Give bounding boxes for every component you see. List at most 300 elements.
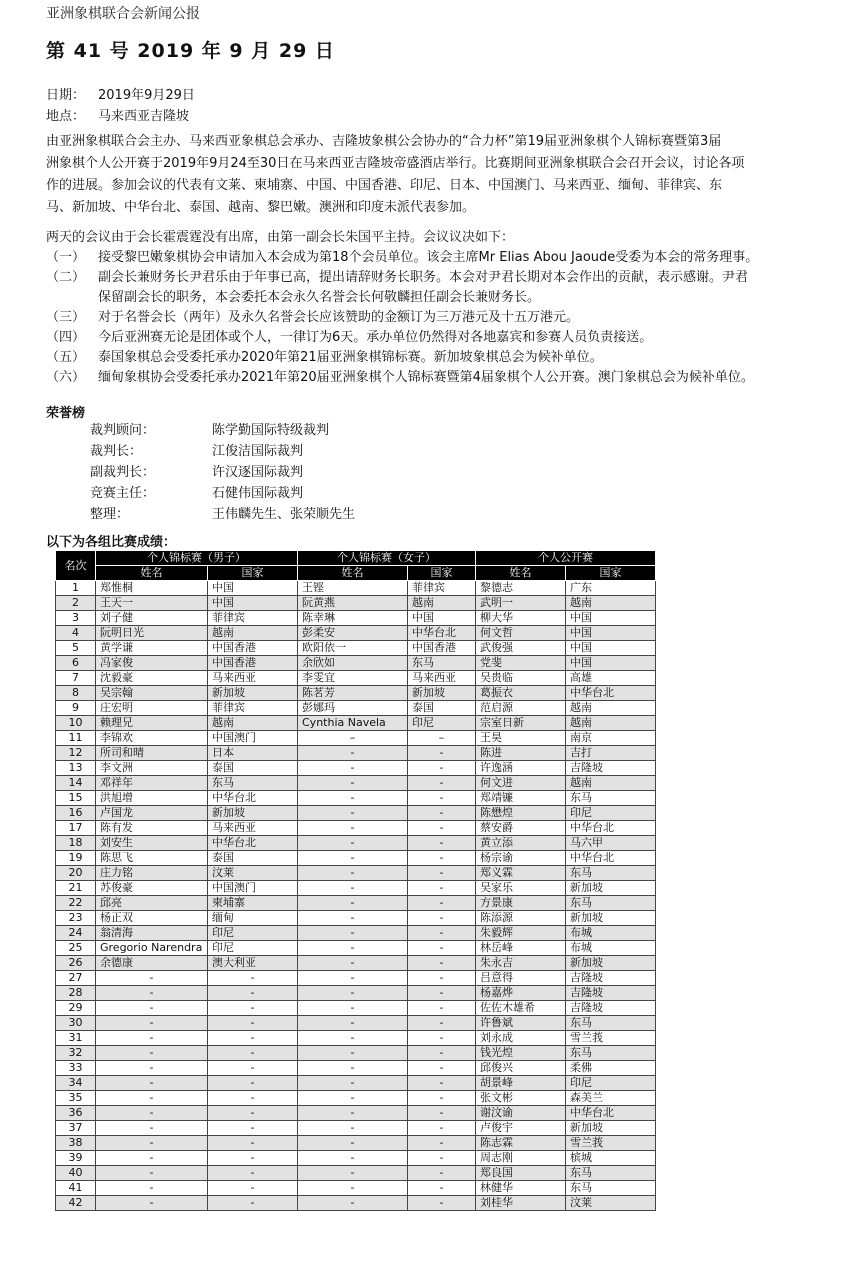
rank-cell: 31 <box>56 1031 96 1046</box>
open-name-cell: 郑良国 <box>476 1166 566 1181</box>
men-name-cell: 刘子健 <box>96 611 208 626</box>
open-country-cell: 中国 <box>566 656 656 671</box>
women-name-cell: - <box>298 956 408 971</box>
men-name-cell: 所司和晴 <box>96 746 208 761</box>
open-name-cell: 朱毅辉 <box>476 926 566 941</box>
men-name-cell: - <box>96 1181 208 1196</box>
men-name-cell: 王天一 <box>96 596 208 611</box>
table-row <box>56 1196 656 1211</box>
men-name-cell: - <box>96 1061 208 1076</box>
men-country-cell: - <box>208 971 298 986</box>
men-country-cell: 印尼 <box>208 926 298 941</box>
rank-cell: 27 <box>56 971 96 986</box>
women-country-cell: 新加坡 <box>408 686 476 701</box>
men-country-cell: 印尼 <box>208 941 298 956</box>
women-country-cell: - <box>408 1151 476 1166</box>
women-country-cell: - <box>408 746 476 761</box>
men-country-cell: - <box>208 1046 298 1061</box>
women-name-cell: - <box>298 911 408 926</box>
women-country-cell: - <box>408 1106 476 1121</box>
men-country-cell: 中华台北 <box>208 836 298 851</box>
women-name-cell: 陈茗芳 <box>298 686 408 701</box>
table-row <box>56 701 656 716</box>
women-country-cell: - <box>408 1166 476 1181</box>
name-header: 姓名 <box>298 566 408 581</box>
group-header-open: 个人公开赛 <box>476 551 656 566</box>
men-name-cell: Gregorio Narendra <box>96 941 208 956</box>
rank-cell: 41 <box>56 1181 96 1196</box>
rank-cell: 5 <box>56 641 96 656</box>
women-name-cell: - <box>298 1001 408 1016</box>
men-name-cell: 阮明日光 <box>96 626 208 641</box>
open-name-cell: 杨嘉烨 <box>476 986 566 1001</box>
women-country-cell: - <box>408 881 476 896</box>
open-name-cell: 范启源 <box>476 701 566 716</box>
table-row <box>56 611 656 626</box>
women-name-cell: 余欣如 <box>298 656 408 671</box>
open-name-cell: 党斐 <box>476 656 566 671</box>
table-row <box>56 956 656 971</box>
women-country-cell: - <box>408 851 476 866</box>
men-country-cell: 泰国 <box>208 851 298 866</box>
women-country-cell: 菲律宾 <box>408 581 476 596</box>
rank-cell: 18 <box>56 836 96 851</box>
open-name-cell: 郑靖镰 <box>476 791 566 806</box>
open-country-cell: 森美兰 <box>566 1091 656 1106</box>
rank-cell: 34 <box>56 1076 96 1091</box>
open-name-cell: 佐佐木雄希 <box>476 1001 566 1016</box>
women-country-cell: - <box>408 821 476 836</box>
open-name-cell: 陈进 <box>476 746 566 761</box>
open-country-cell: 东马 <box>566 1016 656 1031</box>
men-country-cell: - <box>208 1151 298 1166</box>
open-country-cell: 南京 <box>566 731 656 746</box>
open-country-cell: 吉隆坡 <box>566 761 656 776</box>
men-country-cell: 中国 <box>208 596 298 611</box>
open-name-cell: 吴贵临 <box>476 671 566 686</box>
table-row <box>56 1046 656 1061</box>
men-name-cell: - <box>96 1136 208 1151</box>
women-name-cell: - <box>298 746 408 761</box>
men-name-cell: 邱亮 <box>96 896 208 911</box>
open-name-cell: 杨宗谕 <box>476 851 566 866</box>
rank-cell: 6 <box>56 656 96 671</box>
men-country-cell: 日本 <box>208 746 298 761</box>
women-name-cell: - <box>298 836 408 851</box>
women-country-cell: - <box>408 941 476 956</box>
resolution-item <box>46 268 758 288</box>
open-name-cell: 卢俊宇 <box>476 1121 566 1136</box>
open-name-cell: 吴家乐 <box>476 881 566 896</box>
group-header-men: 个人锦标赛（男子） <box>96 551 298 566</box>
women-country-cell: - <box>408 1001 476 1016</box>
open-name-cell: 武明一 <box>476 596 566 611</box>
rank-cell: 29 <box>56 1001 96 1016</box>
honor-name: 陈学勤国际特级裁判 <box>212 423 330 438</box>
women-country-cell: - <box>408 791 476 806</box>
rank-header: 名次 <box>56 551 96 581</box>
open-name-cell: 周志刚 <box>476 1151 566 1166</box>
resolution-item <box>46 328 758 348</box>
rank-cell: 25 <box>56 941 96 956</box>
open-country-cell: 新加坡 <box>566 956 656 971</box>
open-country-cell: 中华台北 <box>566 1106 656 1121</box>
open-country-cell: 越南 <box>566 596 656 611</box>
open-country-cell: 吉隆坡 <box>566 986 656 1001</box>
open-country-cell: 越南 <box>566 776 656 791</box>
table-row <box>56 761 656 776</box>
open-name-cell: 蔡安爵 <box>476 821 566 836</box>
table-row <box>56 1151 656 1166</box>
table-row <box>56 836 656 851</box>
women-name-cell: - <box>298 1061 408 1076</box>
women-name-cell: - <box>298 1046 408 1061</box>
men-country-cell: - <box>208 986 298 1001</box>
women-name-cell: - <box>298 896 408 911</box>
men-name-cell: - <box>96 1046 208 1061</box>
men-country-cell: - <box>208 1166 298 1181</box>
place-line <box>46 105 189 124</box>
open-country-cell: 吉隆坡 <box>566 971 656 986</box>
table-row <box>56 746 656 761</box>
honor-name: 许汉逐国际裁判 <box>212 465 304 480</box>
table-row <box>56 1121 656 1136</box>
men-country-cell: 柬埔寨 <box>208 896 298 911</box>
men-country-cell: 菲律宾 <box>208 611 298 626</box>
women-country-cell: - <box>408 1196 476 1211</box>
place-value: 马来西亚吉隆坡 <box>98 109 190 124</box>
men-country-cell: 越南 <box>208 716 298 731</box>
open-name-cell: 陈志霖 <box>476 1136 566 1151</box>
rank-cell: 24 <box>56 926 96 941</box>
rank-cell: 11 <box>56 731 96 746</box>
rank-cell: 20 <box>56 866 96 881</box>
women-country-cell: - <box>408 1181 476 1196</box>
honor-item <box>90 462 355 483</box>
men-country-cell: 中华台北 <box>208 791 298 806</box>
honor-list <box>90 420 355 525</box>
women-country-cell: – <box>408 731 476 746</box>
open-name-cell: 胡景峰 <box>476 1076 566 1091</box>
men-name-cell: 黄学谦 <box>96 641 208 656</box>
honor-name: 石健伟国际裁判 <box>212 486 304 501</box>
open-name-cell: 陈添源 <box>476 911 566 926</box>
open-country-cell: 印尼 <box>566 806 656 821</box>
men-name-cell: 李文洲 <box>96 761 208 776</box>
intro-line: 作的进展。参加会议的代表有文莱、柬埔寨、中国、中国香港、印尼、日本、中国澳门、马来西亚、缅甸、菲律宾、东 <box>46 178 723 193</box>
open-name-cell: 方景康 <box>476 896 566 911</box>
open-country-cell: 马六甲 <box>566 836 656 851</box>
open-country-cell: 越南 <box>566 716 656 731</box>
table-row <box>56 716 656 731</box>
honor-name: 王伟麟先生、张荣顺先生 <box>212 507 356 522</box>
open-country-cell: 中国 <box>566 611 656 626</box>
table-row <box>56 1106 656 1121</box>
open-name-cell: 郑义霖 <box>476 866 566 881</box>
open-country-cell: 中国 <box>566 626 656 641</box>
men-country-cell: - <box>208 1121 298 1136</box>
women-name-cell: - <box>298 1151 408 1166</box>
men-country-cell: 中国澳门 <box>208 881 298 896</box>
resolution-number: （二） <box>46 270 86 285</box>
name-header: 姓名 <box>96 566 208 581</box>
men-name-cell: - <box>96 1016 208 1031</box>
women-name-cell: - <box>298 1076 408 1091</box>
open-country-cell: 东马 <box>566 791 656 806</box>
men-name-cell: 洪旭增 <box>96 791 208 806</box>
intro-line: 由亚洲象棋联合会主办、马来西亚象棋总会承办、吉隆坡象棋公会协办的“合力杯”第19届亚洲象棋个人锦标赛暨第3届 <box>46 134 722 149</box>
men-name-cell: 翁清海 <box>96 926 208 941</box>
men-name-cell: - <box>96 1166 208 1181</box>
men-name-cell: 郑惟桐 <box>96 581 208 596</box>
results-title: 以下为各组比赛成绩： <box>46 535 177 550</box>
honor-role: 整理： <box>90 507 130 522</box>
rank-cell: 19 <box>56 851 96 866</box>
open-name-cell: 黄立添 <box>476 836 566 851</box>
open-name-cell: 宗室日新 <box>476 716 566 731</box>
open-name-cell: 钱光煌 <box>476 1046 566 1061</box>
women-country-cell: - <box>408 971 476 986</box>
table-row <box>56 1061 656 1076</box>
open-country-cell: 越南 <box>566 701 656 716</box>
open-country-cell: 新加坡 <box>566 911 656 926</box>
intro-paragraph <box>46 131 853 219</box>
rank-cell: 21 <box>56 881 96 896</box>
org-title: 亚洲象棋联合会新闻公报 <box>46 6 200 22</box>
table-row <box>56 986 656 1001</box>
women-name-cell: 王铿 <box>298 581 408 596</box>
women-name-cell: - <box>298 1196 408 1211</box>
men-name-cell: 陈有发 <box>96 821 208 836</box>
honor-item <box>90 441 355 462</box>
honor-role: 副裁判长： <box>90 465 156 480</box>
results-subheader-row <box>56 566 656 581</box>
men-name-cell: 陈思飞 <box>96 851 208 866</box>
men-country-cell: - <box>208 1106 298 1121</box>
rank-cell: 32 <box>56 1046 96 1061</box>
meeting-intro: 两天的会议由于会长霍震霆没有出席，由第一副会长朱国平主持。会议议决如下： <box>46 230 515 245</box>
table-row <box>56 1076 656 1091</box>
men-name-cell: - <box>96 1151 208 1166</box>
table-row <box>56 1091 656 1106</box>
rank-cell: 17 <box>56 821 96 836</box>
rank-cell: 13 <box>56 761 96 776</box>
resolution-item <box>46 368 758 388</box>
women-country-cell: 东马 <box>408 656 476 671</box>
honor-item <box>90 420 355 441</box>
rank-cell: 35 <box>56 1091 96 1106</box>
open-name-cell: 吕意得 <box>476 971 566 986</box>
women-country-cell: - <box>408 1031 476 1046</box>
open-name-cell: 陈懋煌 <box>476 806 566 821</box>
rank-cell: 22 <box>56 896 96 911</box>
table-row <box>56 581 656 596</box>
honor-title: 荣誉榜 <box>46 406 86 421</box>
men-name-cell: - <box>96 1121 208 1136</box>
open-country-cell: 槟城 <box>566 1151 656 1166</box>
country-header: 国家 <box>408 566 476 581</box>
name-header: 姓名 <box>476 566 566 581</box>
results-table <box>55 550 656 1211</box>
resolution-item <box>46 348 758 368</box>
table-row <box>56 926 656 941</box>
women-name-cell: - <box>298 866 408 881</box>
women-country-cell: - <box>408 776 476 791</box>
rank-cell: 9 <box>56 701 96 716</box>
rank-cell: 42 <box>56 1196 96 1211</box>
table-row <box>56 731 656 746</box>
table-row <box>56 641 656 656</box>
men-country-cell: 缅甸 <box>208 911 298 926</box>
open-country-cell: 雪兰莪 <box>566 1136 656 1151</box>
women-name-cell: - <box>298 1121 408 1136</box>
rank-cell: 15 <box>56 791 96 806</box>
resolution-continuation <box>46 288 758 308</box>
intro-line: 洲象棋个人公开赛于2019年9月24至30日在马来西亚吉隆坡帝盛酒店举行。比赛期间亚洲象棋联合会召开会议，讨论各项 <box>46 156 745 171</box>
open-country-cell: 东马 <box>566 1166 656 1181</box>
open-country-cell: 布城 <box>566 926 656 941</box>
women-name-cell: 彭娜玛 <box>298 701 408 716</box>
open-country-cell: 东马 <box>566 866 656 881</box>
resolution-text: 泰国象棋总会受委托承办2020年第21届亚洲象棋锦标赛。新加坡象棋总会为候补单位。 <box>98 350 603 365</box>
open-country-cell: 高雄 <box>566 671 656 686</box>
men-name-cell: - <box>96 971 208 986</box>
women-name-cell: 陈幸琳 <box>298 611 408 626</box>
women-country-cell: - <box>408 866 476 881</box>
honor-name: 江俊洁国际裁判 <box>212 444 304 459</box>
women-country-cell: - <box>408 1046 476 1061</box>
table-row <box>56 1166 656 1181</box>
table-row <box>56 1016 656 1031</box>
table-row <box>56 686 656 701</box>
honor-item <box>90 483 355 504</box>
results-header-row <box>56 551 656 566</box>
men-name-cell: - <box>96 986 208 1001</box>
table-row <box>56 806 656 821</box>
table-row <box>56 596 656 611</box>
table-row <box>56 791 656 806</box>
men-country-cell: 泰国 <box>208 761 298 776</box>
table-row <box>56 881 656 896</box>
open-name-cell: 许鲁斌 <box>476 1016 566 1031</box>
table-row <box>56 1001 656 1016</box>
open-name-cell: 朱永吉 <box>476 956 566 971</box>
women-name-cell: - <box>298 1031 408 1046</box>
open-name-cell: 柳大华 <box>476 611 566 626</box>
open-name-cell: 谢汶谕 <box>476 1106 566 1121</box>
country-header: 国家 <box>208 566 298 581</box>
open-country-cell: 新加坡 <box>566 881 656 896</box>
table-row <box>56 626 656 641</box>
open-name-cell: 葛振衣 <box>476 686 566 701</box>
women-name-cell: - <box>298 791 408 806</box>
men-country-cell: - <box>208 1196 298 1211</box>
honor-role: 裁判长： <box>90 444 143 459</box>
table-row <box>56 971 656 986</box>
resolution-text: 今后亚洲赛无论是团体或个人，一律订为6天。承办单位仍然得对各地嘉宾和参赛人员负责接送。 <box>98 330 653 345</box>
place-label: 地点： <box>46 109 86 124</box>
men-country-cell: 东马 <box>208 776 298 791</box>
resolutions <box>46 228 758 388</box>
open-country-cell: 柔佛 <box>566 1061 656 1076</box>
men-country-cell: - <box>208 1091 298 1106</box>
open-country-cell: 东马 <box>566 896 656 911</box>
table-row <box>56 851 656 866</box>
open-country-cell: 中华台北 <box>566 821 656 836</box>
resolution-text: 缅甸象棋协会受委托承办2021年第20届亚洲象棋个人锦标赛暨第4届象棋个人公开赛。澳门象棋总会为候补单位。 <box>98 370 754 385</box>
open-name-cell: 黎德志 <box>476 581 566 596</box>
table-row <box>56 776 656 791</box>
women-country-cell: - <box>408 836 476 851</box>
rank-cell: 23 <box>56 911 96 926</box>
rank-cell: 3 <box>56 611 96 626</box>
resolution-text: 接受黎巴嫩象棋协会申请加入本会成为第18个会员单位。该会主席Mr Elias Abou Jaoude受委为本会的常务理事。 <box>98 250 759 265</box>
rank-cell: 8 <box>56 686 96 701</box>
open-name-cell: 林健华 <box>476 1181 566 1196</box>
men-country-cell: 马来西亚 <box>208 821 298 836</box>
resolution-text: 对于名誉会长（两年）及永久名誉会长应该赞助的金额订为三万港元及十五万港元。 <box>98 310 580 325</box>
women-country-cell: - <box>408 1121 476 1136</box>
table-row <box>56 941 656 956</box>
women-country-cell: - <box>408 806 476 821</box>
men-name-cell: - <box>96 1091 208 1106</box>
open-country-cell: 东马 <box>566 1181 656 1196</box>
men-country-cell: 新加坡 <box>208 686 298 701</box>
women-name-cell: - <box>298 881 408 896</box>
men-name-cell: 苏俊豪 <box>96 881 208 896</box>
open-country-cell: 雪兰莪 <box>566 1031 656 1046</box>
issue-title: 第 41 号 2019 年 9 月 29 日 <box>46 40 335 62</box>
rank-cell: 4 <box>56 626 96 641</box>
table-row <box>56 866 656 881</box>
rank-cell: 30 <box>56 1016 96 1031</box>
women-country-cell: - <box>408 1091 476 1106</box>
men-name-cell: - <box>96 1106 208 1121</box>
women-name-cell: - <box>298 1091 408 1106</box>
women-country-cell: - <box>408 926 476 941</box>
men-country-cell: - <box>208 1181 298 1196</box>
open-country-cell: 吉打 <box>566 746 656 761</box>
open-country-cell: 新加坡 <box>566 1121 656 1136</box>
women-name-cell: - <box>298 776 408 791</box>
men-name-cell: - <box>96 1076 208 1091</box>
open-country-cell: 中华台北 <box>566 686 656 701</box>
table-row <box>56 911 656 926</box>
resolution-text: 副会长兼财务长尹君乐由于年事已高，提出请辞财务长职务。本会对尹君长期对本会作出的贡献，表示感谢。尹君 <box>98 270 749 285</box>
women-name-cell: 李雯宜 <box>298 671 408 686</box>
men-country-cell: 澳大利亚 <box>208 956 298 971</box>
women-name-cell: - <box>298 971 408 986</box>
resolution-number: （三） <box>46 310 86 325</box>
men-name-cell: - <box>96 1001 208 1016</box>
open-name-cell: 许逸涵 <box>476 761 566 776</box>
men-name-cell: 吴宗翰 <box>96 686 208 701</box>
rank-cell: 14 <box>56 776 96 791</box>
women-name-cell: - <box>298 986 408 1001</box>
women-name-cell: - <box>298 1106 408 1121</box>
women-country-cell: 泰国 <box>408 701 476 716</box>
men-country-cell: - <box>208 1016 298 1031</box>
rank-cell: 39 <box>56 1151 96 1166</box>
women-country-cell: - <box>408 1076 476 1091</box>
women-country-cell: - <box>408 761 476 776</box>
rank-cell: 16 <box>56 806 96 821</box>
group-header-women: 个人锦标赛（女子） <box>298 551 476 566</box>
men-name-cell: 余德康 <box>96 956 208 971</box>
rank-cell: 1 <box>56 581 96 596</box>
honor-item <box>90 504 355 525</box>
resolution-item <box>46 308 758 328</box>
